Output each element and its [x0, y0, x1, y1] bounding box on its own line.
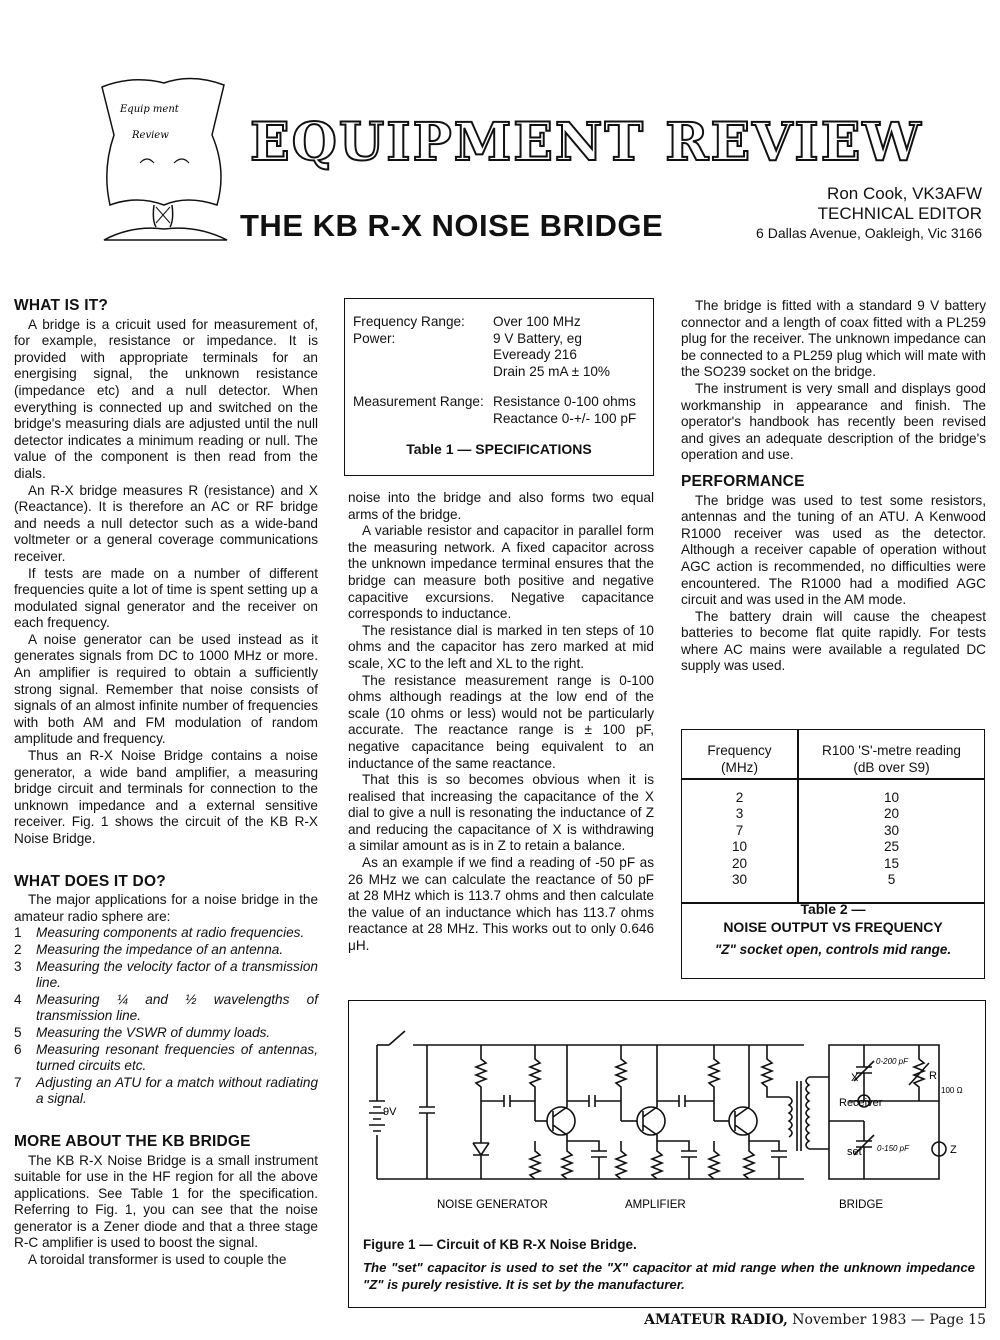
table-cell: 30	[883, 822, 900, 838]
z-terminal-label: Z	[950, 1144, 957, 1156]
author-address: 6 Dallas Avenue, Oakleigh, Vic 3166	[756, 225, 982, 241]
paragraph: The resistance dial is marked in ten steps of 10 ohms and the capacitor has zero marked at mid scale, XC to the left and XL to the right.	[348, 622, 654, 671]
logo-word-2: Review	[132, 130, 169, 141]
frequency-values	[682, 790, 797, 888]
author-name: Ron Cook, VK3AFW	[827, 184, 982, 203]
table-1-specifications	[344, 298, 654, 476]
table-row: Eveready 216	[493, 347, 577, 363]
column-header-frequency: Frequency (MHz)	[707, 743, 772, 775]
paragraph: The battery drain will cause the cheapest batteries to become flat quite rapidly. For tests where AC mains were available a regulated DC supply was used.	[681, 608, 986, 674]
paragraph: A noise generator can be used instead as it generates signals from DC to 1000 MHz or more. An amplifier is required to obtain a sufficiently strong signal. Remember that noise consists of signals of an almost infinite number of frequencies with both AM and FM modulation of random amplitude and frequency.	[14, 631, 318, 747]
table-cell: 10	[731, 839, 748, 855]
list-item: 2 Measuring the impedance of an antenna.	[14, 941, 284, 957]
table-2-note: "Z" socket open, controls mid range.	[714, 942, 952, 957]
column-1	[14, 298, 318, 1269]
table-1-caption: Table 1 — SPECIFICATIONS	[406, 441, 592, 457]
paragraph: The bridge is fitted with a standard 9 V battery connector and a length of coax fitted with a PL259 plug for the receiver. The unknown impedance can be connected to a PL259 plug which will mate with the SO239 socket on the bridge.	[681, 298, 986, 380]
table-divider	[682, 778, 984, 780]
paragraph: The instrument is very small and displays good workmanship in appearance and finish. The operator's handbook has recently been revised and gives an adequate description of the bridge's operation and use.	[681, 380, 986, 463]
logo-drawing	[92, 55, 237, 245]
r-resistor-value: 100 Ω	[941, 1086, 963, 1095]
paragraph: The resistance measurement range is 0-100 ohms although readings at the low end of the scale (10 ohms or less) would not be particularly accurate. The reactance range is ± 100 pF, negative capacitance being equivalent to an inductance of the same reactance.	[348, 672, 654, 771]
x-capacitor-value: 0-200 pF	[876, 1057, 909, 1066]
r-resistor-label: R	[929, 1070, 937, 1082]
receiver-label: Receiver	[839, 1097, 883, 1109]
logo-cartoon	[92, 55, 237, 245]
table-cell: 30	[731, 872, 748, 888]
author-block	[756, 184, 982, 243]
figure-caption-title: Figure 1 — Circuit of KB R-X Noise Bridge.	[363, 1237, 637, 1252]
paragraph: If tests are made on a number of different frequencies quite a lot of time is spent setting up a modulated signal generator and the receiver on each frequency.	[14, 565, 318, 631]
spec-table	[353, 314, 610, 380]
footer-magazine: AMATEUR RADIO,	[644, 1312, 788, 1328]
list-item: 7 Adjusting an ATU for a match without radiating a signal.	[14, 1074, 318, 1107]
x-capacitor-label: X	[851, 1072, 859, 1084]
table-cell: 3	[735, 806, 744, 822]
heading-what-does-it-do: WHAT DOES IT DO?	[14, 872, 166, 890]
paragraph: A variable resistor and capacitor in parallel form the measuring network. A fixed capacitor across the unknown impedance terminal ensures that the bridge can measure both positive and negative capacitive excursions. Negative capacitance corresponds to inductance.	[348, 523, 654, 622]
figure-caption-text: The "set" capacitor is used to set the "X" capacitor at mid range when the unknown impedance "Z" is purely resistive. It is set by the manufacturer.	[363, 1260, 975, 1292]
battery-label: 9V	[383, 1106, 397, 1118]
column-header-reading: R100 'S'-metre reading (dB over S9)	[822, 743, 961, 775]
applications-list	[14, 925, 318, 1108]
table-cell: 20	[731, 855, 748, 871]
paragraph: The bridge was used to test some resistors, antennas and the tuning of an ATU. A Kenwood R1000 receiver was used as the detector. Although a receiver capable of operation without AGC action is recommended, no difficulties were encountered. The R1000 had a modified AGC circuit and was used in the AM mode.	[681, 492, 986, 608]
paragraph: Thus an R-X Noise Bridge contains a noise generator, a wide band amplifier, a measuring bridge circuit and terminals for connection to the unknown impedance and a external sensitive receiver. Fig. 1 shows the circuit of the KB R-X Noise Bridge.	[14, 748, 318, 846]
figure-1-circuit	[348, 1000, 986, 1308]
article-title: THE KB R-X NOISE BRIDGE	[240, 208, 664, 243]
author-role: TECHNICAL EDITOR	[817, 204, 982, 223]
table-cell: 10	[883, 790, 900, 805]
amplifier-label: AMPLIFIER	[625, 1199, 686, 1211]
table-2-caption: Table 2 — NOISE OUTPUT VS FREQUENCY	[723, 901, 943, 935]
paragraph: As an example if we find a reading of -50 pF as 26 MHz we can calculate the reactance of 50 pF at 28 MHz which is 113.7 ohms and then calculate the value of an inductance which has 113.7 ohms reactance at 28 MHz. This works out to only 0.646 μH.	[348, 855, 654, 954]
page-footer	[644, 1312, 986, 1328]
list-item: 4 Measuring ¼ and ½ wavelengths of transmission line.	[14, 991, 318, 1024]
heading-more-about: MORE ABOUT THE KB BRIDGE	[14, 1132, 251, 1150]
paragraph: noise into the bridge and also forms two equal arms of the bridge.	[348, 490, 654, 522]
noise-generator-label: NOISE GENERATOR	[437, 1199, 548, 1211]
circuit-diagram	[349, 1001, 985, 1226]
table-2-noise-output	[681, 729, 985, 979]
list-item: 3 Measuring the velocity factor of a transmission line.	[14, 958, 318, 991]
column-3	[681, 298, 986, 675]
list-item: 1 Measuring components at radio frequencies.	[14, 925, 305, 941]
paragraph: The KB R-X Noise Bridge is a small instrument suitable for use in the HF region for all the above applications. See Table 1 for the specification. Referring to Fig. 1, you can see that the noise generator is a Zener diode and that a three stage R-C amplifier is used to boost the signal.	[14, 1152, 318, 1251]
heading-what-is-it: WHAT IS IT?	[14, 297, 109, 314]
table-cell: 20	[883, 806, 900, 822]
table-row: Power: 9 V Battery, eg	[353, 330, 582, 346]
set-capacitor-value: 0-150 pF	[877, 1144, 910, 1153]
heading-performance: PERFORMANCE	[681, 472, 805, 490]
list-item: 6 Measuring resonant frequencies of antennas, turned circuits etc.	[14, 1041, 318, 1074]
section-title: EQUIPMENT REVIEW	[250, 112, 923, 173]
reading-values	[799, 790, 984, 888]
paragraph: That this is so becomes obvious when it is realised that increasing the capacitance of the X dial to give a null is resonating the inductance of Z and reducing the capacitance of X is withdrawing a similar amount as is in Z to retain a balance.	[348, 772, 654, 854]
table-cell: 25	[883, 839, 900, 855]
table-row: Frequency Range: Over 100 MHz	[353, 314, 581, 329]
table-row: Drain 25 mA ± 10%	[493, 363, 611, 379]
paragraph: A toroidal transformer is used to couple the	[28, 1252, 287, 1268]
column-2	[348, 490, 654, 955]
table-cell: 2	[735, 790, 744, 805]
footer-issue: November 1983 — Page 15	[792, 1312, 986, 1328]
table-row: Reactance 0-+/- 100 pF	[493, 410, 637, 426]
set-capacitor-label: set	[847, 1146, 862, 1158]
measurement-table	[353, 394, 636, 427]
list-item: 5 Measuring the VSWR of dummy loads.	[14, 1024, 271, 1040]
table-cell: 5	[887, 872, 896, 888]
table-cell: 7	[735, 822, 744, 838]
paragraph: An R-X bridge measures R (resistance) and X (Reactance). It is therefore an AC or RF bridge and needs a null detector such as a wide-band voltmeter or a general coverage communications receiver.	[14, 482, 318, 564]
bridge-label: BRIDGE	[839, 1199, 884, 1211]
logo-word-1: Equip ment	[120, 104, 179, 115]
paragraph: The major applications for a noise bridge in the amateur radio sphere are:	[14, 892, 318, 924]
table-cell: 15	[883, 855, 900, 871]
table-row: Measurement Range: Resistance 0-100 ohms	[353, 394, 636, 409]
paragraph: A bridge is a cricuit used for measurement of, for example, resistance or impedance. It is provided with appropriate terminals for an energising signal, the unknown resistance (impedance etc) and a null detector. When everything is connected up and switched on the bridge's measuring dials are adjusted until the null detector indicates a minimum reading or null. The value of the component is then read from the dials.	[14, 316, 318, 481]
